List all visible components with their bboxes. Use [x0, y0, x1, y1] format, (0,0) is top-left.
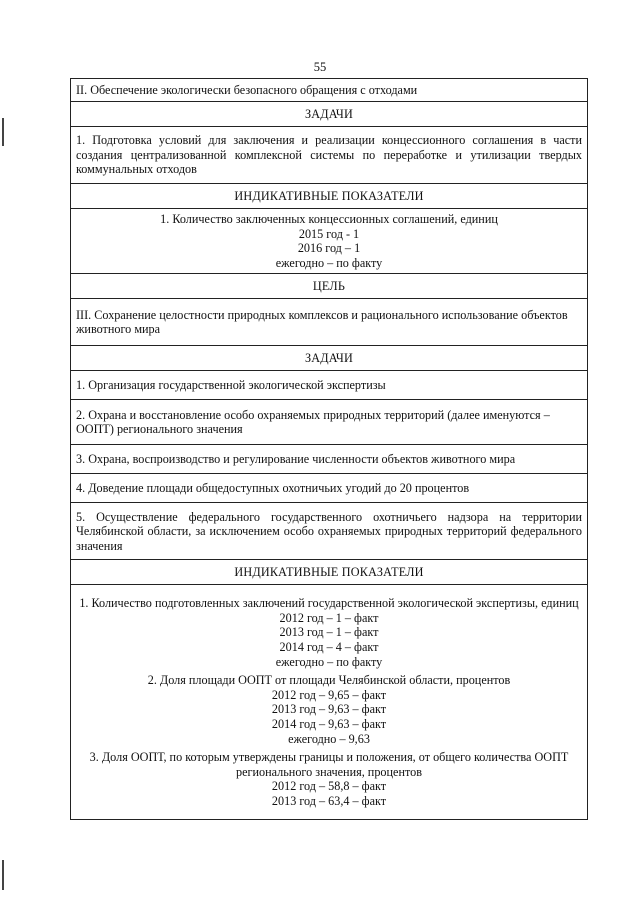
task-item: 3. Охрана, воспроизводство и регулирование численности объектов животного мира: [71, 445, 588, 474]
indicator-title: 1. Количество подготовленных заключений государственной экологической экспертизы, единиц: [79, 596, 579, 611]
table-row: [71, 299, 588, 346]
page-number: 55: [313, 60, 327, 74]
table-row: [71, 102, 588, 127]
indicator-value: ежегодно – по факту: [275, 255, 383, 270]
indicator-value: 2013 год – 1 – факт: [279, 625, 379, 640]
indicator-value: 2014 год – 9,63 – факт: [271, 716, 387, 731]
task-item: 5. Осуществление федерального государственного охотничьего надзора на территории Челябинской области, за исключением особо охраняемых природных территорий федерального значения: [71, 503, 588, 560]
indicators-heading: ИНДИКАТИВНЫЕ ПОКАЗАТЕЛИ: [71, 560, 588, 585]
tasks-heading: ЗАДАЧИ: [71, 346, 588, 371]
table-row: [71, 400, 588, 445]
table-row: [71, 585, 588, 820]
indicator-value: ежегодно – 9,63: [288, 731, 370, 746]
tasks-heading: ЗАДАЧИ: [71, 102, 588, 127]
table-row: [71, 274, 588, 299]
task-item: 1. Подготовка условий для заключения и реализации концессионного соглашения в части создания централизованной комплексной системы по переработке и утилизации твердых коммунальных отходов: [71, 127, 588, 184]
table-row: [71, 184, 588, 209]
table-row: [71, 445, 588, 474]
scan-edge-mark: [2, 118, 4, 146]
indicator-value: 2016 год – 1: [297, 241, 361, 256]
task-item: 2. Охрана и восстановление особо охраняемых природных территорий (далее именуются – ООПТ) регионального значения: [71, 400, 588, 445]
table-row: [71, 346, 588, 371]
indicator-title: 1. Количество заключенных концессионных соглашений, единиц: [160, 212, 498, 226]
indicator-value: 2015 год - 1: [298, 226, 360, 241]
indicator-block: [71, 209, 588, 274]
table-row: [71, 371, 588, 400]
indicator-title: 2. Доля площади ООПТ от площади Челябинской области, процентов: [147, 673, 511, 688]
indicator-value: ежегодно – по факту: [275, 654, 383, 669]
task-item: 4. Доведение площади общедоступных охотничьих угодий до 20 процентов: [71, 474, 588, 503]
table-row: [71, 79, 588, 102]
goal-text: III. Сохранение целостности природных комплексов и рационального использование объектов животного мира: [71, 299, 588, 346]
indicator-title: 3. Доля ООПТ, по которым утверждены границы и положения, от общего количества ООПТ регионального значения, процентов: [89, 750, 569, 779]
table-row: [71, 474, 588, 503]
indicator-value: 2013 год – 63,4 – факт: [271, 793, 387, 808]
indicator-block: [71, 585, 588, 820]
indicator-value: 2012 год – 1 – факт: [279, 610, 379, 625]
table-row: [71, 127, 588, 184]
task-item: 1. Организация государственной экологической экспертизы: [71, 371, 588, 400]
table-row: [71, 503, 588, 560]
section-goal-2: II. Обеспечение экологически безопасного обращения с отходами: [71, 79, 588, 102]
table-row: [71, 560, 588, 585]
indicator-value: 2013 год – 9,63 – факт: [271, 702, 387, 717]
table-row: [71, 209, 588, 274]
indicator-value: 2012 год – 9,65 – факт: [271, 687, 387, 702]
document-table: [70, 78, 588, 820]
indicators-heading: ИНДИКАТИВНЫЕ ПОКАЗАТЕЛИ: [71, 184, 588, 209]
indicator-value: 2012 год – 58,8 – факт: [271, 779, 387, 794]
scan-edge-mark: [2, 860, 4, 890]
indicator-value: 2014 год – 4 – факт: [279, 640, 379, 654]
goal-heading: ЦЕЛЬ: [71, 274, 588, 299]
